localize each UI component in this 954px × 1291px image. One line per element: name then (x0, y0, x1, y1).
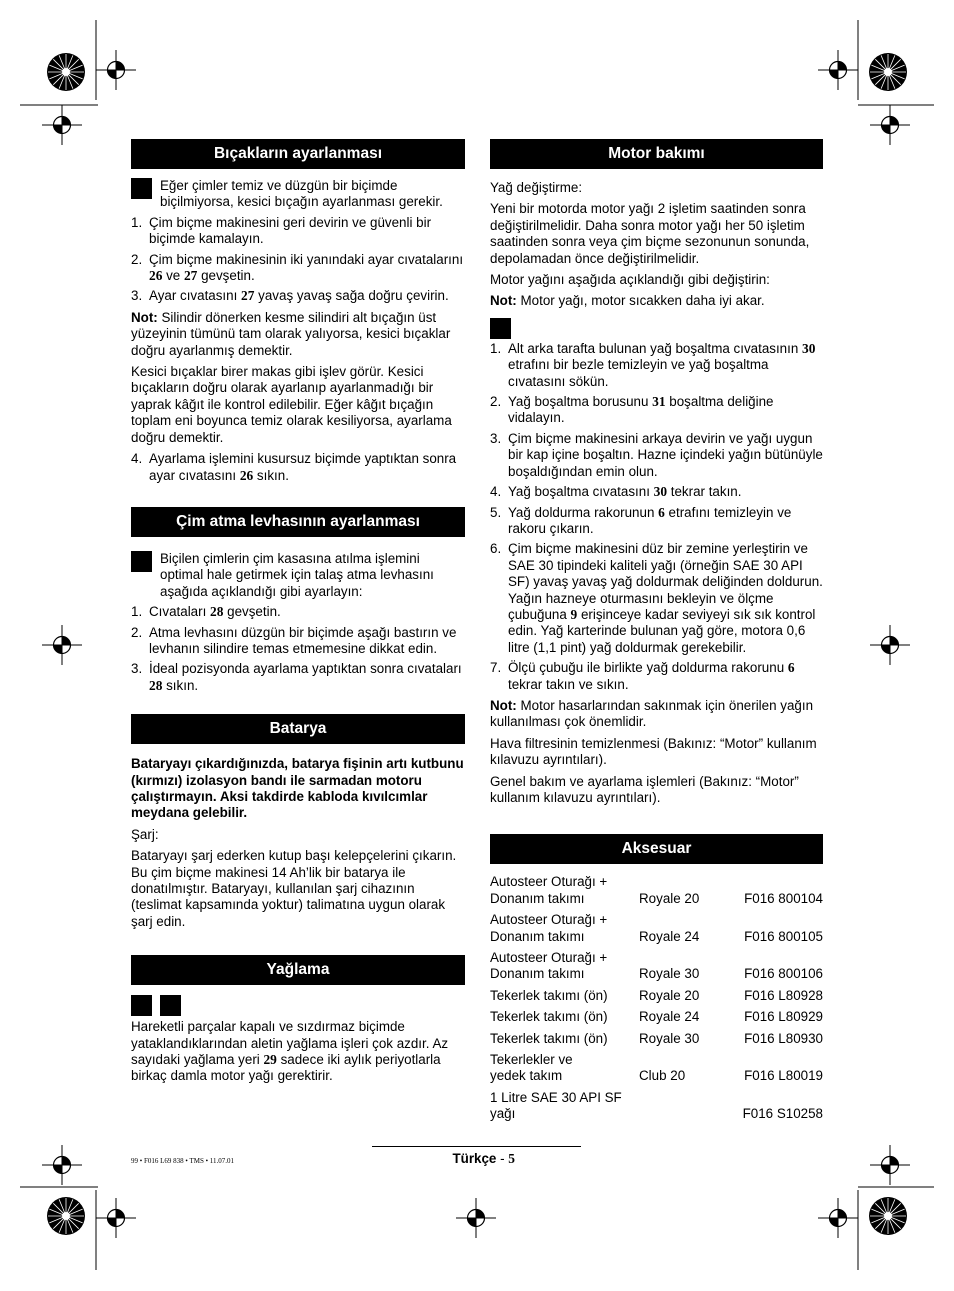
accessory-code: F016 L80930 (744, 1030, 823, 1046)
battery-charge-label: Şarj: (131, 826, 159, 842)
table-row (490, 912, 823, 950)
print-info: 99 • F016 L69 838 • TMS • 11.07.01 (131, 1157, 235, 1165)
accessory-model: Royale 20 (639, 890, 700, 906)
table-row (490, 950, 823, 988)
section-title-blade-adjust: Bıçakların ayarlanması (131, 139, 465, 169)
list-item: 2. Çim biçme makinesinin iki yanındaki ayar cıvatalarını 26 ve 27 gevşetin. (131, 251, 464, 284)
air-filter-paragraph: Hava filtresinin temizlenmesi (Bakınız: “Motor” kullanım kılavuzu ayrıntıları). (490, 735, 817, 768)
list-item: 5. Yağ doldurma rakorunun 6 etrafını temizleyin ve rakoru çıkarın. (490, 504, 792, 536)
blade-adjust-intro: Eğer çimler temiz ve düzgün bir biçimde biçilmiyorsa, kesici bıçağın ayarlanması gerekir. (131, 178, 465, 211)
accessory-name: Tekerlekler ve yedek takım (490, 1052, 573, 1084)
accessory-code: F016 800106 (744, 966, 823, 982)
battery-paragraph: Bataryayı şarj ederken kutup başı kelepçelerini çıkarın. Bu çim biçme makinesi 14 Ah’lik bir batarya ile donatılmıştır. Bataryayı, kullanılan şarj cihazının (teslimat kapsamında yoktur) talimatına uygun olarak şarj edin. (131, 848, 457, 929)
accessory-name: Tekerlek takımı (ön) (490, 987, 608, 1003)
left-column (131, 139, 465, 1090)
accessory-code: F016 800104 (744, 890, 823, 906)
accessory-model: Club 20 (639, 1068, 686, 1084)
oil-change-note: Not: Motor yağı, motor sıcakken daha iyi akar. (490, 293, 765, 309)
accessory-model: Royale 30 (639, 966, 700, 982)
table-row (490, 988, 823, 1009)
blade-adjust-note: Not: Silindir dönerken kesme silindiri alt bıçağın üst yüzeyinin tümünü tam olarak yalıyorsa, kesici bıçaklar doğru ayarlanmış demektir. (131, 309, 451, 358)
oil-change-label: Yağ değiştirme: (490, 180, 583, 195)
section-title-accessories: Aksesuar (490, 834, 823, 864)
grass-deflector-steps (131, 604, 465, 694)
oil-change-instruction: Motor yağını aşağıda açıklandığı gibi değiştirin: (490, 272, 770, 288)
accessory-name: 1 Litre SAE 30 API SF yağı (490, 1089, 622, 1122)
section-title-lubrication: Yağlama (131, 955, 465, 985)
oil-change-steps (490, 341, 823, 693)
accessory-model (639, 1090, 727, 1128)
list-item: 3. İdeal pozisyonda ayarlama yaptıktan sonra cıvataları 28 sıkın. (131, 661, 462, 693)
list-item: 7. Ölçü çubuğu ile birlikte yağ doldurma rakorunu 6 tekrar takın ve sıkın. (490, 660, 795, 692)
figure-ref-icon (131, 178, 152, 199)
list-item: 1. Alt arka tarafta bulunan yağ boşaltma cıvatasının 30 etrafını bir bezle temizleyin ve yağ boşaltma cıvatasını sökün. (490, 340, 816, 389)
list-item: 1. Cıvataları 28 gevşetin. (131, 604, 281, 620)
accessory-model: Royale 24 (639, 1009, 700, 1025)
general-maintenance-paragraph: Genel bakım ve ayarlama işlemleri (Bakınız: “Motor” kullanım kılavuzu ayrıntıları). (490, 773, 799, 805)
list-item: 3. Çim biçme makinesini arkaya devirin ve yağı uygun bir kap içine boşaltın. Hazne içindeki yağın bütünüyle boşaldığından emin olun. (490, 430, 823, 479)
list-item: 4. Yağ boşaltma cıvatasını 30 tekrar takın. (490, 484, 742, 500)
accessory-code: F016 L80019 (744, 1068, 823, 1084)
oil-note: Not: Motor hasarlarından sakınmak için önerilen yağın kullanılması çok önemlidir. (490, 697, 814, 730)
footer-rule (372, 1146, 581, 1147)
list-item: 2. Yağ boşaltma borusunu 31 boşaltma deliğine vidalayın. (490, 394, 774, 426)
table-row (490, 1009, 823, 1030)
accessory-name: Tekerlek takımı (ön) (490, 1009, 608, 1025)
accessory-code: F016 800105 (744, 928, 823, 944)
section-title-engine-maintenance: Motor bakımı (490, 139, 823, 169)
blade-adjust-paragraph: Kesici bıçaklar birer makas gibi işlev görür. Kesici bıçakların doğru olarak ayarlanıp ayarlanmadığı bir yaprak kâğıt ile kontrol edilebilir. Eğer kâğıt bıçağın toplam eni boyunca temiz olarak kesiliyorsa, ayarlama doğru demektir. (131, 364, 452, 445)
oil-change-figure-ref (490, 318, 823, 339)
list-item: 2. Atma levhasını düzgün bir biçimde aşağı bastırın ve levhanın silindire temas etmemesine dikkat edin. (131, 624, 457, 656)
accessory-code: F016 S10258 (742, 1106, 823, 1122)
accessory-code: F016 L80928 (744, 987, 823, 1003)
table-row (490, 874, 823, 912)
battery-warning: Bataryayı çıkardığınızda, batarya fişinin artı kutbunu (kırmızı) izolasyon bandı ile sarmadan motoru çalıştırmayın. Aksi takdirde kabloda kıvılcımlar meydana gelebilir. (131, 756, 464, 821)
accessory-model: Royale 30 (639, 1030, 700, 1046)
accessory-name: Autosteer Oturağı + Donanım takımı (490, 874, 608, 906)
figure-ref-icon (131, 551, 152, 572)
list-item: 3. Ayar cıvatasını 27 yavaş yavaş sağa doğru çevirin. (131, 288, 449, 304)
blade-adjust-step-4 (131, 451, 465, 484)
lubrication-paragraph: Hareketli parçalar kapalı ve sızdırmaz biçimde yataklandıklarından aletin yağlama işleri çok azdır. Az sayıdaki yağlama yeri 29 sadece iki aylık periyotlarla birkaç damla motor yağı gerektirir. (131, 1019, 449, 1084)
right-column (490, 139, 823, 1128)
table-row (490, 1090, 823, 1128)
list-item: 6. Çim biçme makinesini düz bir zemine yerleştirin ve SAE 30 tipindeki kaliteli yağı (örneğin SAE 30 API SF) yavaş yavaş yağ doldurmak deliğinden doldurun. Yağın hazneye oturmasını bekleyin ve ölçme çubuğuna 9 erişinceye kadar seviyeyi sık sık kontrol edin. Yağ karterinde bulunan yağ göre, motora 0,6 litre (1,1 pint) yağ doldurmak gerekebilir. (490, 541, 823, 655)
table-row (490, 1031, 823, 1052)
figure-ref-icon (490, 318, 511, 339)
accessories-table (490, 874, 823, 1127)
accessory-code: F016 L80929 (744, 1009, 823, 1025)
table-row (490, 1052, 823, 1090)
list-item: 4. Ayarlama işlemini kusursuz biçimde yaptıktan sonra ayar cıvatasını 26 sıkın. (131, 451, 457, 483)
accessory-model: Royale 20 (639, 987, 700, 1003)
accessory-name: Autosteer Oturağı + Donanım takımı (490, 950, 608, 982)
list-item: 1. Çim biçme makinesini geri devirin ve güvenli bir biçimde kamalayın. (131, 214, 432, 247)
oil-change-paragraph: Yeni bir motorda motor yağı 2 işletim saatinden sonra değiştirilmelidir. Daha sonra motor yağı her 50 işletim saatinden sonra veya çim biçme sezonunun sonunda, depolamadan önce değiştirilmelidir. (490, 201, 810, 266)
figure-ref-icon (160, 995, 181, 1016)
figure-ref-icon (131, 995, 152, 1016)
accessory-name: Tekerlek takımı (ön) (490, 1030, 608, 1046)
page-number: 5 (508, 1151, 515, 1166)
page-footer: Türkçe - 5 (452, 1151, 515, 1166)
accessory-name: Autosteer Oturağı + Donanım takımı (490, 912, 608, 944)
section-title-battery: Batarya (131, 714, 465, 744)
grass-deflector-intro: Biçilen çimlerin çim kasasına atılma işlemini optimal hale getirmek için talaş atma levhasını aşağıda açıklandığı gibi ayarlayın: (131, 551, 465, 600)
accessory-model: Royale 24 (639, 928, 700, 944)
lubrication-figure-refs (131, 995, 465, 1016)
section-title-grass-deflector: Çim atma levhasının ayarlanması (131, 507, 465, 537)
blade-adjust-steps (131, 215, 465, 305)
